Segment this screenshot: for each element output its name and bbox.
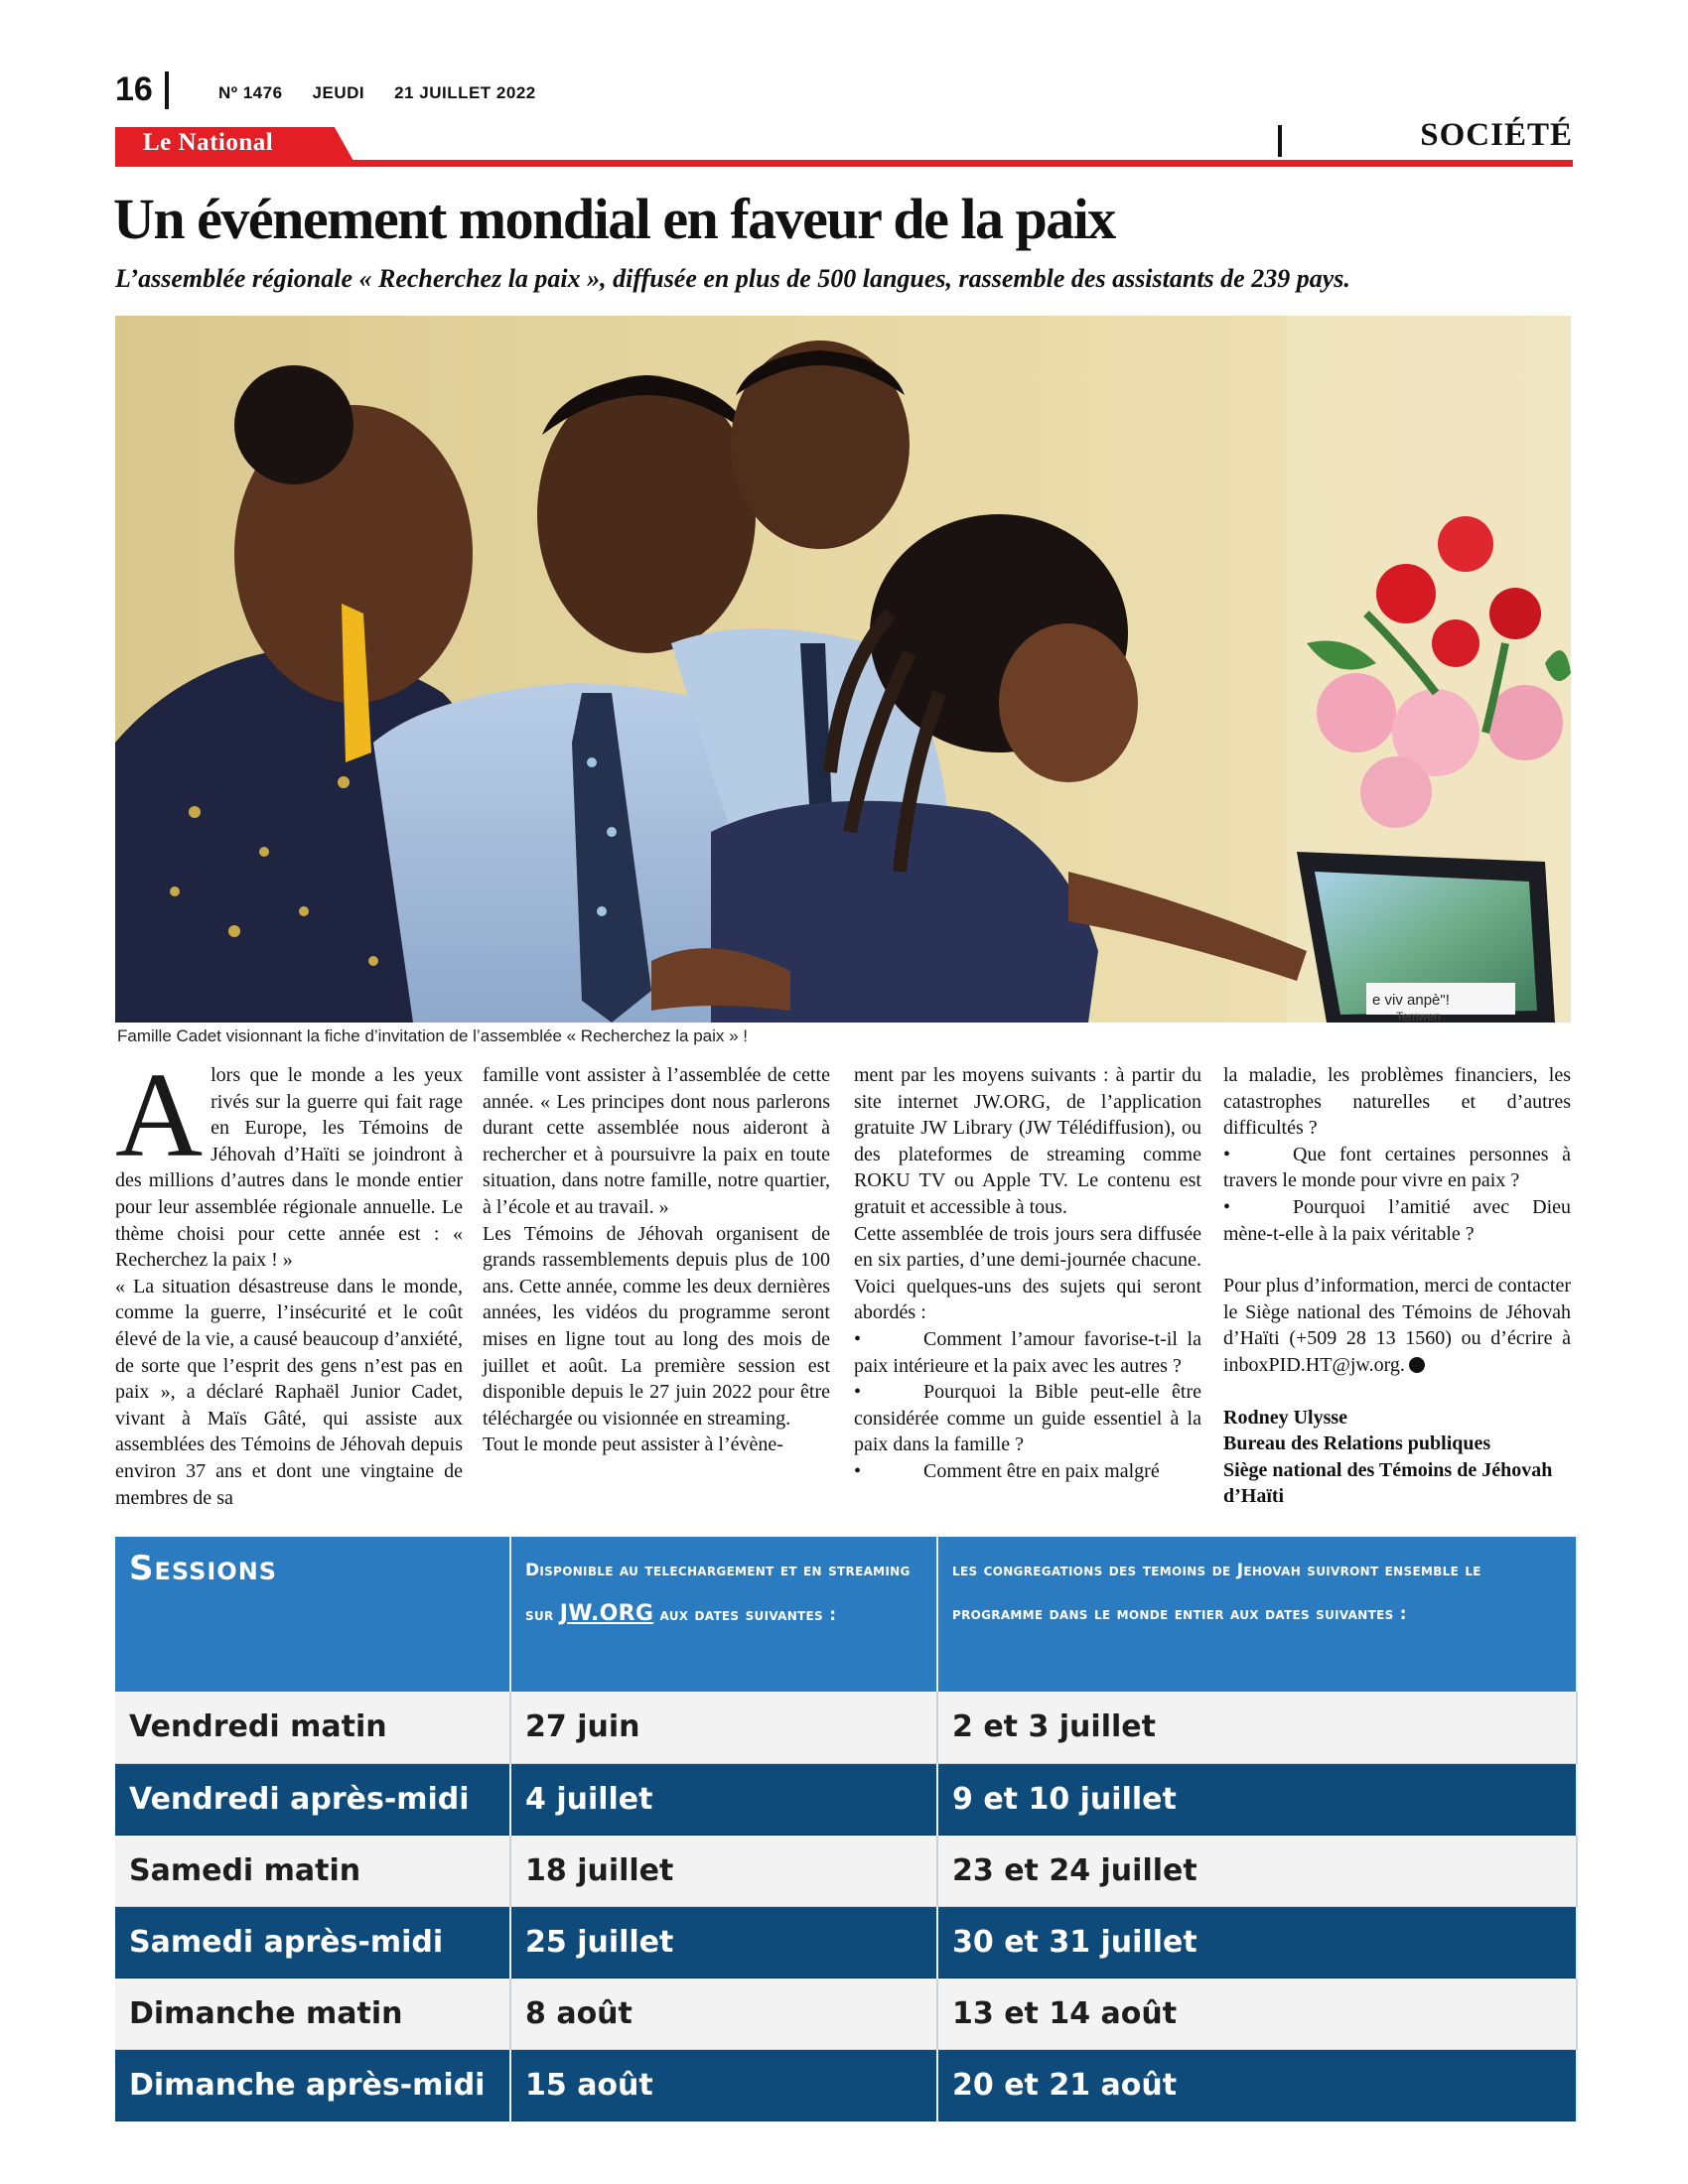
- spacer: [1223, 1247, 1571, 1273]
- spacer: [1223, 1379, 1571, 1405]
- available-cell: 8 août: [510, 1978, 937, 2049]
- jworg-link[interactable]: JW.ORG: [559, 1601, 654, 1626]
- author-office: Bureau des Relations publiques: [1223, 1433, 1491, 1455]
- end-of-article-icon: [1409, 1357, 1425, 1373]
- header-rule: [115, 160, 1573, 167]
- bullet-item: • Comment être en paix malgré: [854, 1459, 1160, 1482]
- available-cell: 15 août: [510, 2049, 937, 2120]
- header-available: Disponible au telechargement et en streaming sur JW.ORG aux dates suivantes :: [510, 1537, 937, 1692]
- available-cell: 4 juillet: [510, 1763, 937, 1835]
- family-photo-illustration: [115, 316, 1571, 1023]
- tablet-screen-text: e viv anpè"!: [1372, 992, 1450, 1009]
- table-header-row: [115, 1537, 1577, 1692]
- paragraph-3: famille vont assister à l’assemblée de cette année. « Les principes dont nous parlerons durant cette assemblée nous aideront à rechercher et à poursuivre la paix en toute situation, dans notre famille, notre quartier, à l’école et au travail. »: [483, 1064, 830, 1218]
- article-column-3: [854, 1062, 1201, 1485]
- table-row: [115, 2049, 1577, 2120]
- available-cell: 18 juillet: [510, 1835, 937, 1906]
- issue-date: 21 JUILLET 2022: [394, 83, 536, 102]
- paragraph-4: Les Témoins de Jéhovah organisent de grands rassemblements depuis plus de 100 ans. Cette année, comme les deux dernières années, les vidéos du programme seront mises en ligne tout au long des mois de juillet et août. La première session est disponible depuis le 27 juin 2022 pour être téléchargée ou visionnée en streaming.: [483, 1222, 830, 1430]
- publication-name: Le National: [143, 129, 274, 156]
- table-row: [115, 1692, 1577, 1763]
- header-together: les congregations des temoins de Jehovah suivront ensemble le programme dans le monde entier aux dates suivantes :: [937, 1537, 1577, 1692]
- available-cell: 27 juin: [510, 1692, 937, 1763]
- bullet-item-continued: la maladie, les problèmes financiers, les catastrophes naturelles et d’autres difficultés ?: [1223, 1064, 1571, 1140]
- author-organization: Siège national des Témoins de Jéhovah d’Haïti: [1223, 1458, 1553, 1508]
- paragraph-5-end: ment par les moyens suivants : à partir du site internet JW.ORG, de l’application gratuite JW Library (JW Télédiffusion), ou des plateformes de streaming comme ROKU TV ou Apple TV. Le contenu est gratuit et accessible à tous.: [854, 1064, 1201, 1218]
- author-name: Rodney Ulysse: [1223, 1406, 1348, 1429]
- table-row: [115, 1763, 1577, 1835]
- article-column-4: [1223, 1062, 1571, 1510]
- article-column-1: [115, 1048, 463, 1511]
- available-cell: 25 juillet: [510, 1906, 937, 1978]
- section-label: SOCIÉTÉ: [1420, 117, 1573, 153]
- lead-paragraph: [115, 1048, 463, 1274]
- table-row: [115, 1906, 1577, 1978]
- session-cell: Dimanche après-midi: [115, 2049, 510, 2120]
- article-column-2: [483, 1062, 830, 1458]
- together-cell: 23 et 24 juillet: [937, 1835, 1577, 1906]
- session-cell: Vendredi après-midi: [115, 1763, 510, 1835]
- bullet-item: • Que font certaines personnes à travers le monde pour vivre en paix ?: [1223, 1143, 1571, 1192]
- bullet-item: • Pourquoi la Bible peut-elle être considérée comme un guide essentiel à la paix dans la famille ?: [854, 1381, 1201, 1456]
- table-row: [115, 1978, 1577, 2049]
- session-cell: Dimanche matin: [115, 1978, 510, 2049]
- issue-number: Nº 1476: [218, 83, 283, 102]
- paragraph-6: Cette assemblée de trois jours sera diffusée en six parties, d’une demi-journée chacune. Voici quelques-uns des sujets qui seront abordés :: [854, 1222, 1201, 1324]
- article-headline: Un événement mondial en faveur de la paix: [113, 187, 1115, 251]
- together-cell: 2 et 3 juillet: [937, 1692, 1577, 1763]
- session-cell: Samedi matin: [115, 1835, 510, 1906]
- photo-caption: Famille Cadet visionnant la fiche d’invitation de l’assemblée « Recherchez la paix » !: [117, 1026, 749, 1045]
- paragraph-1: lors que le monde a les yeux rivés sur la guerre qui fait rage en Europe, les Témoins de Jéhovah d’Haïti se joindront à des millions d’autres dans le monde entier pour leur assemblée régionale annuelle. Le thème choisi pour cette année est : « Recherchez la paix ! »: [115, 1064, 463, 1272]
- paragraph-2: « La situation désastreuse dans le monde, comme la guerre, l’insécurité et le coût élevé de la vie, a causé beaucoup d’anxiété, de sorte que l’esprit des gens n’est pas en paix », a déclaré Raphaël Junior Cadet, vivant à Maïs Gâté, qui assiste aux assemblées des Témoins de Jéhovah depuis environ 37 ans et dont une vingtaine de membres de sa: [115, 1275, 463, 1509]
- bullet-item: • Comment l’amour favorise-t-il la paix intérieure et la paix avec les autres ?: [854, 1327, 1201, 1377]
- together-cell: 13 et 14 août: [937, 1978, 1577, 2049]
- together-cell: 30 et 31 juillet: [937, 1906, 1577, 1978]
- article-subhead: L’assemblée régionale « Recherchez la paix », diffusée en plus de 500 langues, rassemble des assistants de 239 pays.: [115, 264, 1350, 293]
- header-sessions: Sessions: [115, 1537, 510, 1692]
- contact-paragraph: Pour plus d’information, merci de contacter le Siège national des Témoins de Jéhovah d’Haïti (+509 28 13 1560) ou d’écrire à inboxPID.HT@jw.org.: [1223, 1275, 1571, 1376]
- session-cell: Samedi après-midi: [115, 1906, 510, 1978]
- paragraph-5-start: Tout le monde peut assister à l’évène-: [483, 1433, 783, 1456]
- dropcap: A: [115, 1048, 204, 1182]
- page-number: 16: [115, 70, 153, 108]
- issue-weekday: JEUDI: [312, 83, 365, 102]
- together-cell: 20 et 21 août: [937, 2049, 1577, 2120]
- sessions-table: [115, 1537, 1578, 2121]
- article-photo: [115, 316, 1571, 1023]
- table-row: [115, 1835, 1577, 1906]
- bullet-item: • Pourquoi l’amitié avec Dieu mène-t-elle à la paix véritable ?: [1223, 1195, 1571, 1245]
- page-number-divider: [165, 71, 169, 109]
- tablet-screen-subtext: Temwen: [1396, 1010, 1441, 1023]
- session-cell: Vendredi matin: [115, 1692, 510, 1763]
- section-divider: [1278, 125, 1282, 157]
- issue-line: [218, 83, 566, 103]
- together-cell: 9 et 10 juillet: [937, 1763, 1577, 1835]
